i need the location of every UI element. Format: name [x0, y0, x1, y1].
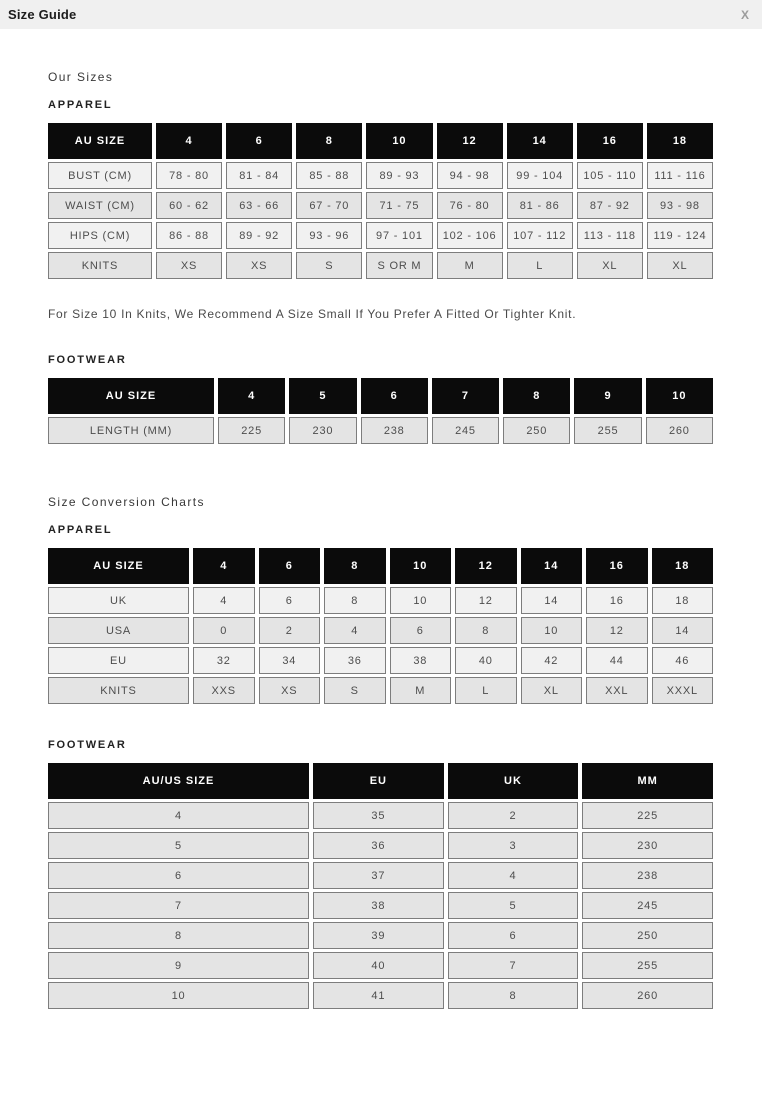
value-cell: 245 — [582, 892, 713, 919]
row-label-cell: BUST (CM) — [48, 162, 152, 189]
column-header: 18 — [652, 548, 714, 584]
value-cell: 12 — [586, 617, 648, 644]
value-cell: 34 — [259, 647, 321, 674]
value-cell: 63 - 66 — [226, 192, 292, 219]
column-header: 4 — [156, 123, 222, 159]
column-header: 10 — [366, 123, 432, 159]
our-sizes-footwear-label: FOOTWEAR — [48, 354, 127, 366]
row-label-cell: 6 — [48, 862, 309, 889]
header-row — [48, 123, 713, 159]
value-cell: 2 — [448, 802, 579, 829]
value-cell: 71 - 75 — [366, 192, 432, 219]
row-label-cell: 7 — [48, 892, 309, 919]
conversion-heading: Size Conversion Charts — [48, 495, 205, 509]
our-sizes-heading: Our Sizes — [48, 70, 114, 84]
column-header: 7 — [432, 378, 499, 414]
table-row — [48, 252, 713, 279]
close-icon[interactable]: X — [740, 7, 749, 22]
value-cell: 238 — [582, 862, 713, 889]
value-cell: 32 — [193, 647, 255, 674]
table-row — [48, 417, 713, 444]
value-cell: 245 — [432, 417, 499, 444]
value-cell: 40 — [455, 647, 517, 674]
row-label-cell: KNITS — [48, 252, 152, 279]
value-cell: 38 — [313, 892, 444, 919]
row-label-cell: KNITS — [48, 677, 189, 704]
row-label-cell: 4 — [48, 802, 309, 829]
value-cell: 99 - 104 — [507, 162, 573, 189]
column-header: UK — [448, 763, 579, 799]
row-label-cell: EU — [48, 647, 189, 674]
value-cell: 85 - 88 — [296, 162, 362, 189]
value-cell: 16 — [586, 587, 648, 614]
value-cell: 250 — [582, 922, 713, 949]
value-cell: 250 — [503, 417, 570, 444]
header-row — [48, 548, 713, 584]
value-cell: 38 — [390, 647, 452, 674]
value-cell: 8 — [448, 982, 579, 1009]
value-cell: 255 — [574, 417, 641, 444]
value-cell: 8 — [455, 617, 517, 644]
value-cell: 97 - 101 — [366, 222, 432, 249]
value-cell: 87 - 92 — [577, 192, 643, 219]
row-label-cell: 5 — [48, 832, 309, 859]
value-cell: 230 — [582, 832, 713, 859]
knits-note: For Size 10 In Knits, We Recommend A Size Small If You Prefer A Fitted Or Tighter Knit. — [48, 307, 577, 321]
column-header: 4 — [193, 548, 255, 584]
value-cell: 14 — [521, 587, 583, 614]
value-cell: 41 — [313, 982, 444, 1009]
value-cell: 40 — [313, 952, 444, 979]
value-cell: 111 - 116 — [647, 162, 713, 189]
value-cell: 113 - 118 — [577, 222, 643, 249]
header-row — [48, 763, 713, 799]
value-cell: 46 — [652, 647, 714, 674]
table-row — [48, 862, 713, 889]
value-cell: 4 — [193, 587, 255, 614]
table-row — [48, 162, 713, 189]
value-cell: 86 - 88 — [156, 222, 222, 249]
row-label-cell: 10 — [48, 982, 309, 1009]
value-cell: 12 — [455, 587, 517, 614]
value-cell: 93 - 96 — [296, 222, 362, 249]
table-row — [48, 922, 713, 949]
column-header: 8 — [324, 548, 386, 584]
value-cell: 93 - 98 — [647, 192, 713, 219]
value-cell: 36 — [324, 647, 386, 674]
column-header: AU SIZE — [48, 548, 189, 584]
our-sizes-footwear-table — [44, 375, 717, 447]
value-cell: L — [455, 677, 517, 704]
column-header: AU/US SIZE — [48, 763, 309, 799]
value-cell: 238 — [361, 417, 428, 444]
value-cell: 14 — [652, 617, 714, 644]
value-cell: XXXL — [652, 677, 714, 704]
value-cell: 81 - 86 — [507, 192, 573, 219]
column-header: 6 — [361, 378, 428, 414]
table-row — [48, 982, 713, 1009]
value-cell: 76 - 80 — [437, 192, 503, 219]
value-cell: XL — [577, 252, 643, 279]
table-row — [48, 222, 713, 249]
value-cell: 3 — [448, 832, 579, 859]
column-header: AU SIZE — [48, 123, 152, 159]
value-cell: 18 — [652, 587, 714, 614]
conversion-apparel-label: APPAREL — [48, 524, 113, 536]
value-cell: XXS — [193, 677, 255, 704]
conversion-footwear-table — [44, 760, 717, 1012]
column-header: 12 — [455, 548, 517, 584]
table-row — [48, 952, 713, 979]
value-cell: 81 - 84 — [226, 162, 292, 189]
value-cell: 260 — [646, 417, 713, 444]
value-cell: XS — [259, 677, 321, 704]
value-cell: 10 — [521, 617, 583, 644]
column-header: 10 — [390, 548, 452, 584]
value-cell: XXL — [586, 677, 648, 704]
table-row — [48, 802, 713, 829]
value-cell: 42 — [521, 647, 583, 674]
value-cell: 35 — [313, 802, 444, 829]
modal-title: Size Guide — [8, 7, 77, 22]
value-cell: 225 — [218, 417, 285, 444]
value-cell: S OR M — [366, 252, 432, 279]
column-header: EU — [313, 763, 444, 799]
column-header: 14 — [521, 548, 583, 584]
modal-body — [0, 70, 762, 1012]
value-cell: 6 — [259, 587, 321, 614]
value-cell: 255 — [582, 952, 713, 979]
table-row — [48, 587, 713, 614]
value-cell: XL — [647, 252, 713, 279]
column-header: MM — [582, 763, 713, 799]
value-cell: 8 — [324, 587, 386, 614]
value-cell: 0 — [193, 617, 255, 644]
value-cell: 60 - 62 — [156, 192, 222, 219]
value-cell: 2 — [259, 617, 321, 644]
value-cell: 225 — [582, 802, 713, 829]
table-row — [48, 192, 713, 219]
row-label-cell: USA — [48, 617, 189, 644]
our-sizes-apparel-label: APPAREL — [48, 99, 113, 111]
column-header: 18 — [647, 123, 713, 159]
value-cell: XL — [521, 677, 583, 704]
column-header: 5 — [289, 378, 356, 414]
column-header: 6 — [259, 548, 321, 584]
row-label-cell: 9 — [48, 952, 309, 979]
modal-header — [0, 0, 762, 29]
table-row — [48, 892, 713, 919]
column-header: 14 — [507, 123, 573, 159]
column-header: 4 — [218, 378, 285, 414]
value-cell: 89 - 92 — [226, 222, 292, 249]
value-cell: 105 - 110 — [577, 162, 643, 189]
header-row — [48, 378, 713, 414]
value-cell: 10 — [390, 587, 452, 614]
value-cell: 78 - 80 — [156, 162, 222, 189]
column-header: 12 — [437, 123, 503, 159]
column-header: 16 — [586, 548, 648, 584]
table-row — [48, 677, 713, 704]
value-cell: 44 — [586, 647, 648, 674]
conversion-apparel-table — [44, 545, 717, 707]
value-cell: M — [437, 252, 503, 279]
value-cell: 230 — [289, 417, 356, 444]
column-header: 9 — [574, 378, 641, 414]
row-label-cell: WAIST (CM) — [48, 192, 152, 219]
column-header: AU SIZE — [48, 378, 214, 414]
value-cell: M — [390, 677, 452, 704]
value-cell: 6 — [390, 617, 452, 644]
column-header: 10 — [646, 378, 713, 414]
value-cell: 4 — [324, 617, 386, 644]
value-cell: 260 — [582, 982, 713, 1009]
value-cell: 37 — [313, 862, 444, 889]
conversion-footwear-label: FOOTWEAR — [48, 739, 127, 751]
table-row — [48, 617, 713, 644]
column-header: 6 — [226, 123, 292, 159]
our-sizes-apparel-table — [44, 120, 717, 282]
value-cell: 36 — [313, 832, 444, 859]
value-cell: 94 - 98 — [437, 162, 503, 189]
value-cell: 4 — [448, 862, 579, 889]
value-cell: XS — [156, 252, 222, 279]
table-row — [48, 647, 713, 674]
value-cell: 119 - 124 — [647, 222, 713, 249]
row-label-cell: LENGTH (MM) — [48, 417, 214, 444]
value-cell: 102 - 106 — [437, 222, 503, 249]
value-cell: 6 — [448, 922, 579, 949]
row-label-cell: 8 — [48, 922, 309, 949]
table-row — [48, 832, 713, 859]
column-header: 8 — [503, 378, 570, 414]
value-cell: XS — [226, 252, 292, 279]
column-header: 8 — [296, 123, 362, 159]
value-cell: 39 — [313, 922, 444, 949]
value-cell: 5 — [448, 892, 579, 919]
column-header: 16 — [577, 123, 643, 159]
value-cell: S — [324, 677, 386, 704]
row-label-cell: UK — [48, 587, 189, 614]
row-label-cell: HIPS (CM) — [48, 222, 152, 249]
value-cell: 89 - 93 — [366, 162, 432, 189]
value-cell: 7 — [448, 952, 579, 979]
value-cell: S — [296, 252, 362, 279]
value-cell: 107 - 112 — [507, 222, 573, 249]
value-cell: L — [507, 252, 573, 279]
value-cell: 67 - 70 — [296, 192, 362, 219]
